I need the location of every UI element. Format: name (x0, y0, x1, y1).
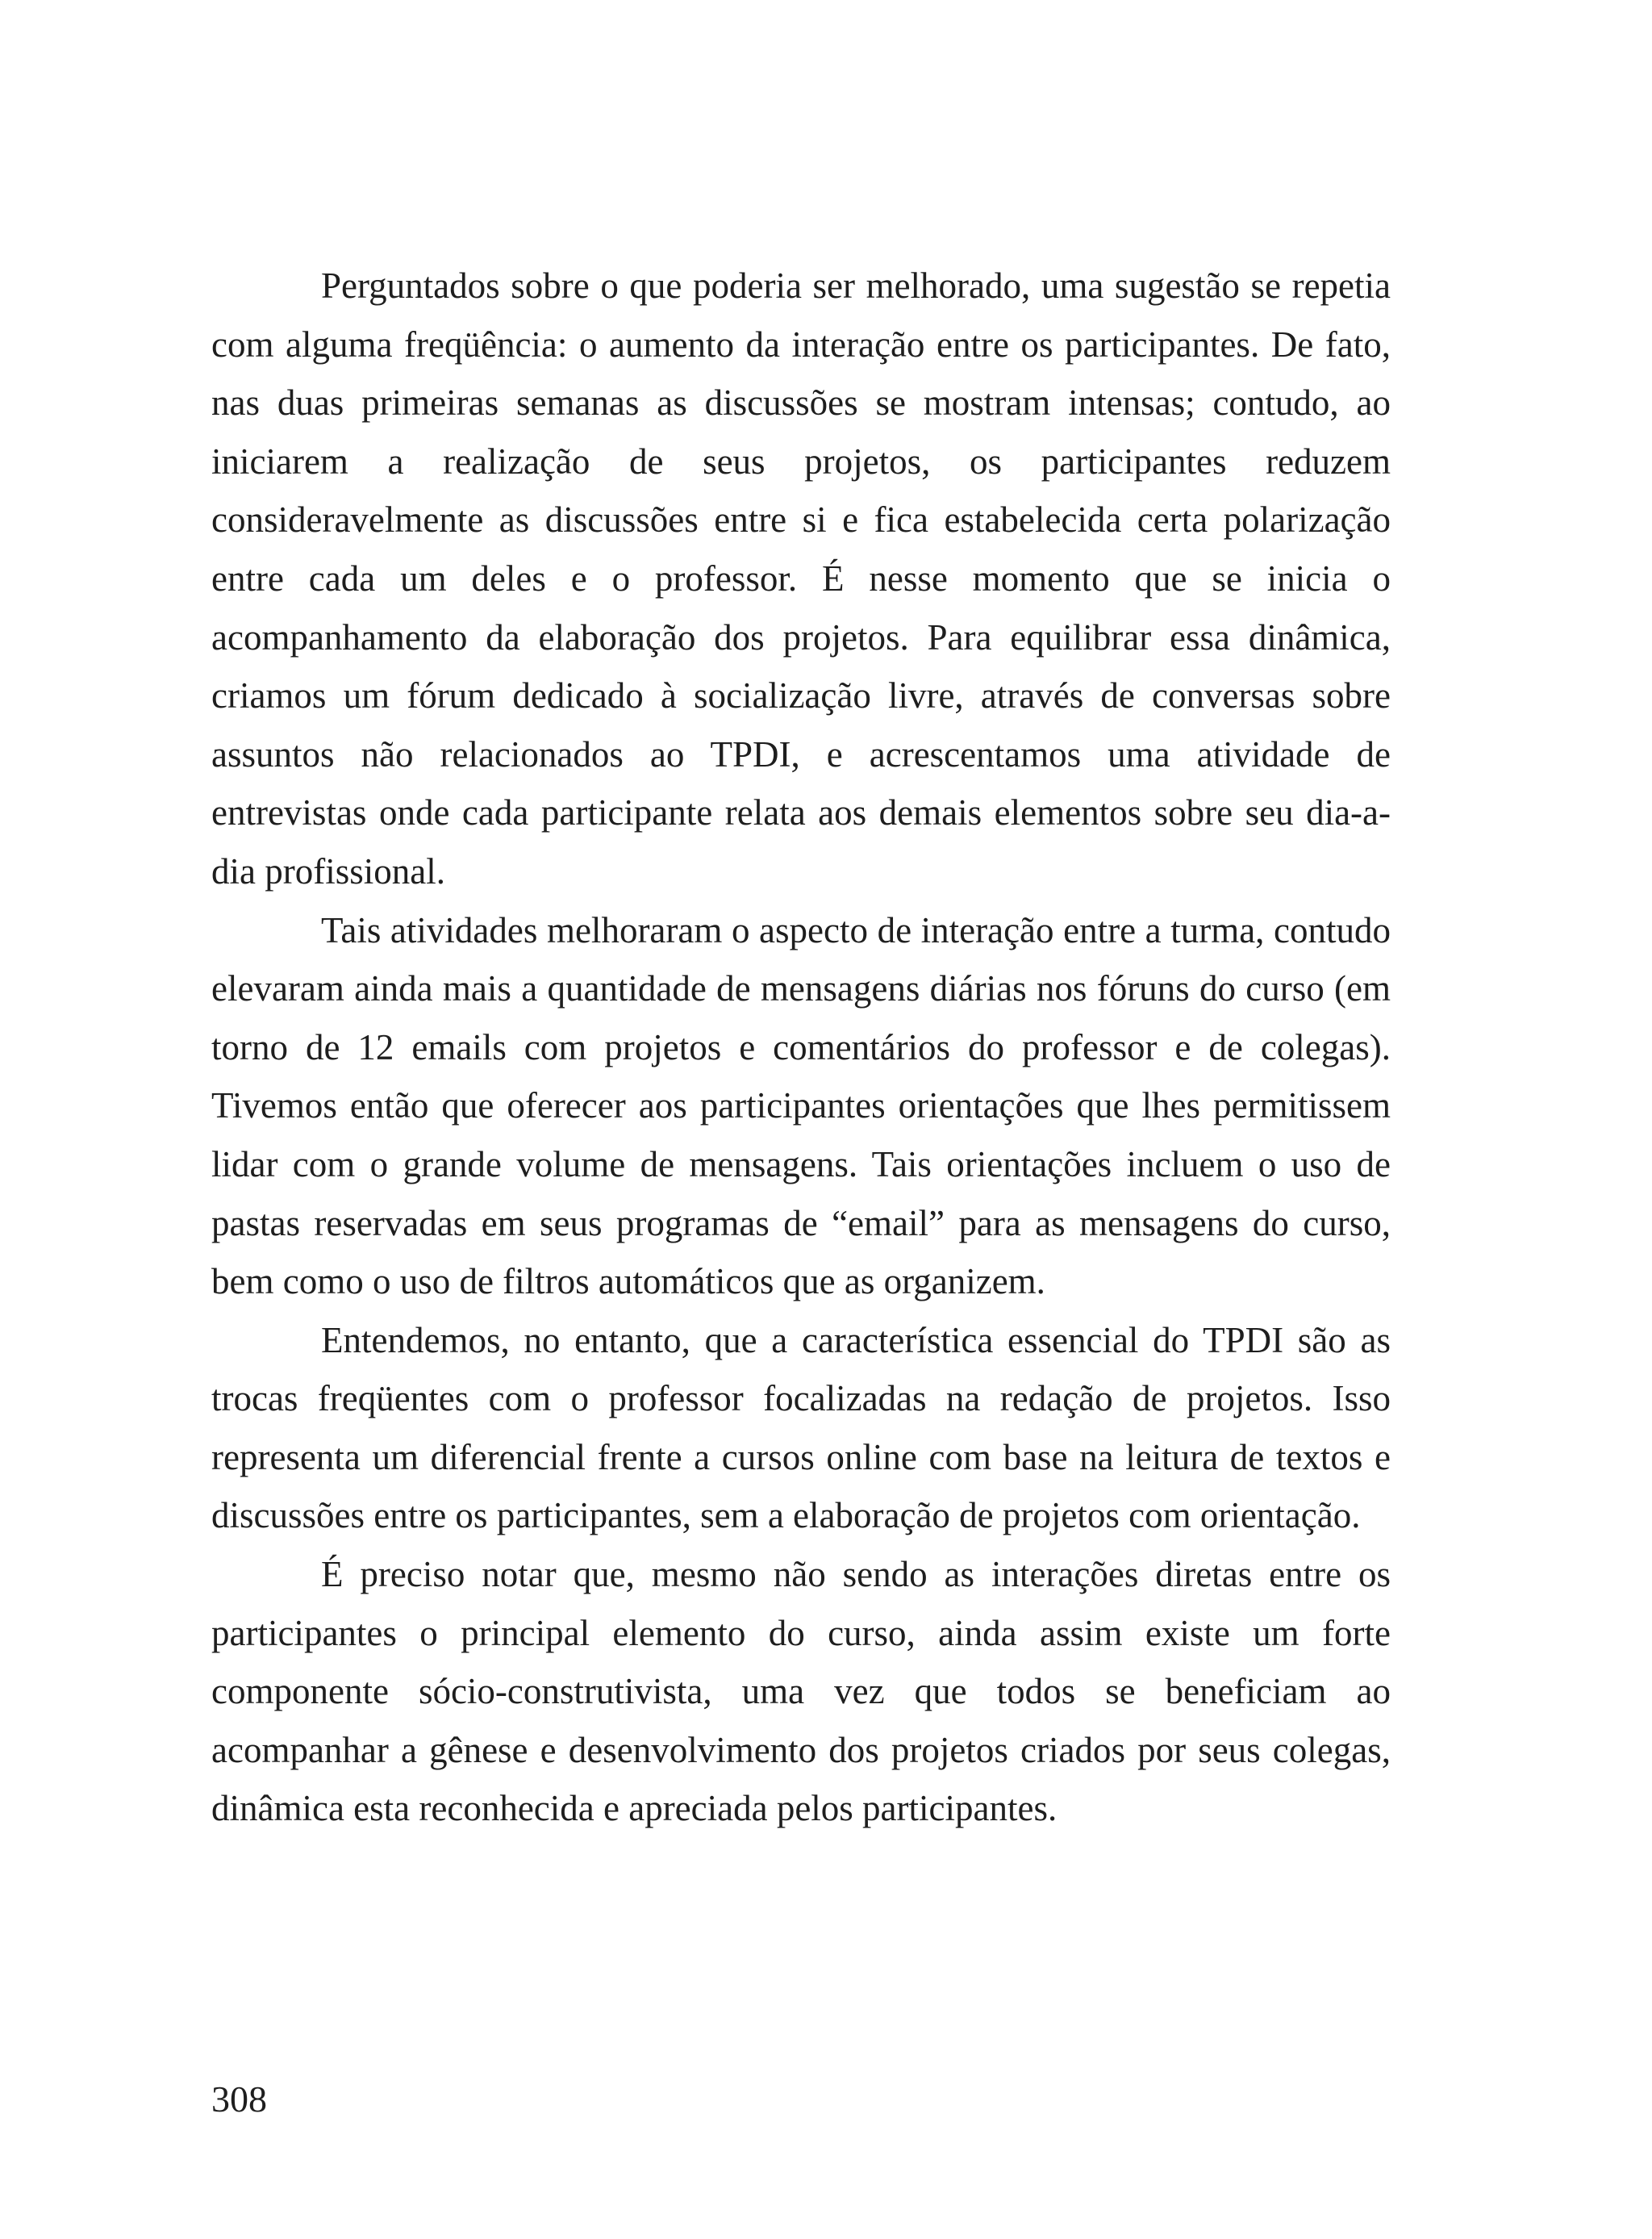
paragraph-1: Perguntados sobre o que poderia ser melhorado, uma sugestão se repetia com alguma freqüência: o aumento da interação entre os participantes. De fato, nas duas primeiras semanas as discussões se mostram intensas; contudo, ao iniciarem a realização de seus projetos, os participantes reduzem consideravelmente as discussões entre si e fica estabelecida certa polarização entre cada um deles e o professor. É nesse momento que se inicia o acompanhamento da elaboração dos projetos. Para equilibrar essa dinâmica, criamos um fórum dedicado à socialização livre, através de conversas sobre assuntos não relacionados ao TPDI, e acrescentamos uma atividade de entrevistas onde cada participante relata aos demais elementos sobre seu dia-a-dia profissional. (211, 265, 1391, 892)
paragraph-4: É preciso notar que, mesmo não sendo as interações diretas entre os participantes o principal elemento do curso, ainda assim existe um forte componente sócio-construtivista, uma vez que todos se beneficiam ao acompanhar a gênese e desenvolvimento dos projetos criados por seus colegas, dinâmica esta reconhecida e apreciada pelos participantes. (211, 1554, 1391, 1829)
paragraph-2: Tais atividades melhoraram o aspecto de interação entre a turma, contudo elevaram ainda mais a quantidade de mensagens diárias nos fóruns do curso (em torno de 12 emails com projetos e comentários do professor e de colegas). Tivemos então que oferecer aos participantes orientações que lhes permitissem lidar com o grande volume de mensagens. Tais orientações incluem o uso de pastas reservadas em seus programas de “email” para as mensagens do curso, bem como o uso de filtros automáticos que as organizem. (211, 909, 1391, 1302)
page-number: 308 (211, 2078, 267, 2120)
paragraph-3: Entendemos, no entanto, que a característica essencial do TPDI são as trocas freqüentes com o professor focalizadas na redação de projetos. Isso representa um diferencial frente a cursos online com base na leitura de textos e discussões entre os participantes, sem a elaboração de projetos com orientação. (211, 1319, 1391, 1536)
body-text (211, 257, 1391, 1838)
